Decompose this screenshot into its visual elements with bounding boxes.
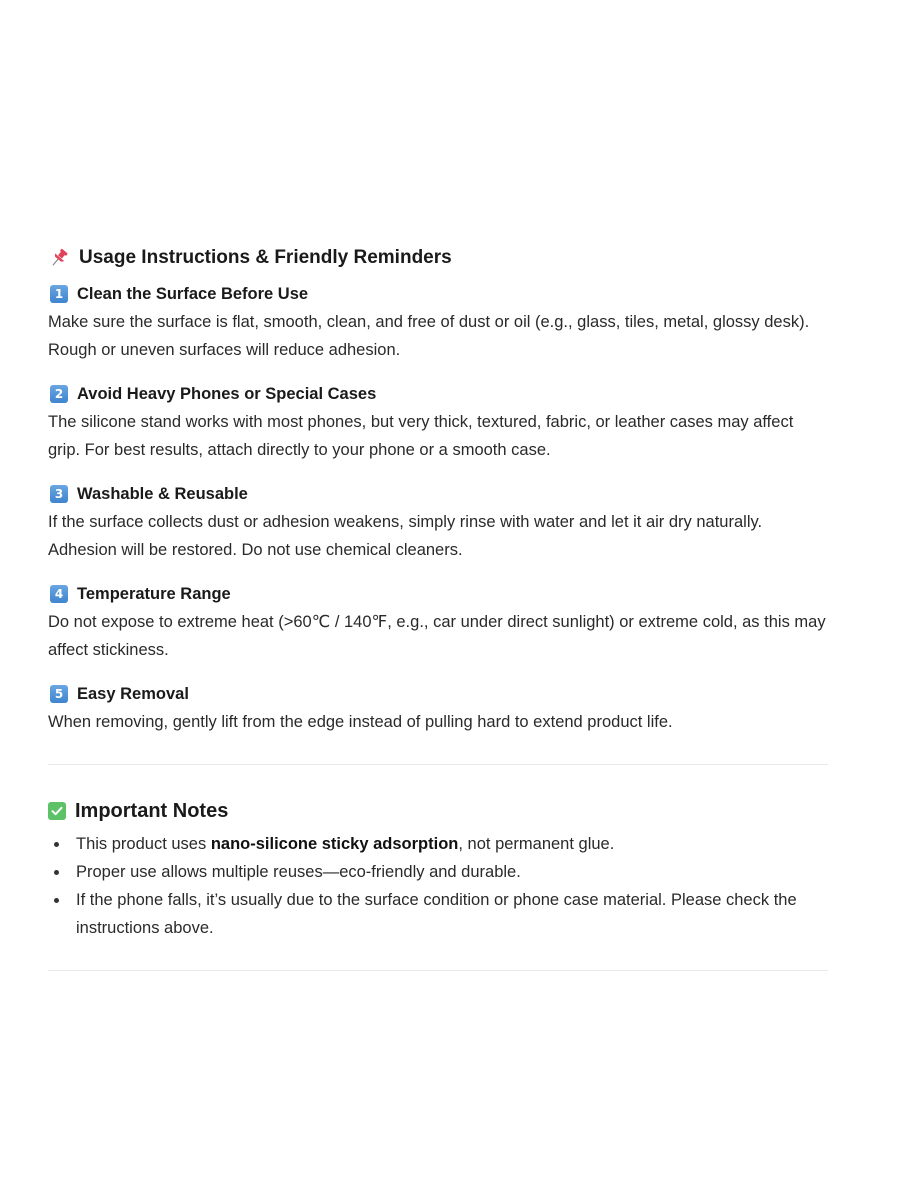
- note-text: Proper use allows multiple reuses—eco-friendly and durable.: [76, 863, 521, 881]
- section-title: [48, 280, 828, 308]
- section-title: [48, 680, 828, 708]
- section-body: Do not expose to extreme heat (>60℃ / 140℉, e.g., car under direct sunlight) or extreme cold, as this may affect stickiness.: [48, 613, 826, 659]
- bullet-icon: [54, 842, 59, 847]
- section-temperature: [48, 580, 828, 664]
- note-emphasis: nano-silicone sticky adsorption: [210, 835, 459, 853]
- check-mark-icon: [48, 802, 66, 820]
- notes-title: [48, 796, 828, 826]
- divider: [48, 970, 828, 971]
- page-title: [48, 244, 828, 272]
- section-body: Make sure the surface is flat, smooth, clean, and free of dust or oil (e.g., glass, tiles, metal, glossy desk). Rough or uneven surfaces will reduce adhesion.: [48, 313, 810, 359]
- section-title: [48, 480, 828, 508]
- list-item: [48, 858, 828, 886]
- note-text-after: , not permanent glue.: [458, 835, 615, 853]
- section-easy-removal: [48, 680, 828, 736]
- notes-title-text: Important Notes: [75, 799, 229, 822]
- pushpin-icon: [48, 247, 70, 269]
- number-1-icon: 1: [50, 285, 68, 303]
- number-2-icon: 2: [50, 385, 68, 403]
- section-title-text: Temperature Range: [77, 584, 231, 603]
- note-text: This product uses: [76, 835, 211, 853]
- section-title-text: Easy Removal: [77, 684, 189, 703]
- important-notes: [48, 796, 828, 942]
- section-body: The silicone stand works with most phones, but very thick, textured, fabric, or leather cases may affect grip. For best results, attach directly to your phone or a smooth case.: [48, 413, 794, 459]
- instructions-document: [48, 244, 828, 971]
- section-title: [48, 580, 828, 608]
- section-body: If the surface collects dust or adhesion weakens, simply rinse with water and let it air dry naturally. Adhesion will be restored. Do not use chemical cleaners.: [48, 513, 763, 559]
- heading-text: Usage Instructions & Friendly Reminders: [79, 247, 452, 268]
- section-title-text: Avoid Heavy Phones or Special Cases: [77, 384, 377, 403]
- list-item: [48, 830, 828, 858]
- section-body: When removing, gently lift from the edge instead of pulling hard to extend product life.: [48, 713, 673, 731]
- number-4-icon: 4: [50, 585, 68, 603]
- section-heavy-phones: [48, 380, 828, 464]
- list-item: [48, 886, 828, 942]
- section-washable: [48, 480, 828, 564]
- bullet-icon: [54, 870, 59, 875]
- notes-list: [48, 830, 828, 942]
- section-title-text: Clean the Surface Before Use: [77, 284, 309, 303]
- number-3-icon: 3: [50, 485, 68, 503]
- section-clean-surface: [48, 280, 828, 364]
- bullet-icon: [54, 898, 59, 903]
- number-5-icon: 5: [50, 685, 68, 703]
- section-title-text: Washable & Reusable: [77, 484, 248, 503]
- note-text: If the phone falls, it’s usually due to the surface condition or phone case material. Please check the instructions above.: [76, 891, 797, 937]
- section-title: [48, 380, 828, 408]
